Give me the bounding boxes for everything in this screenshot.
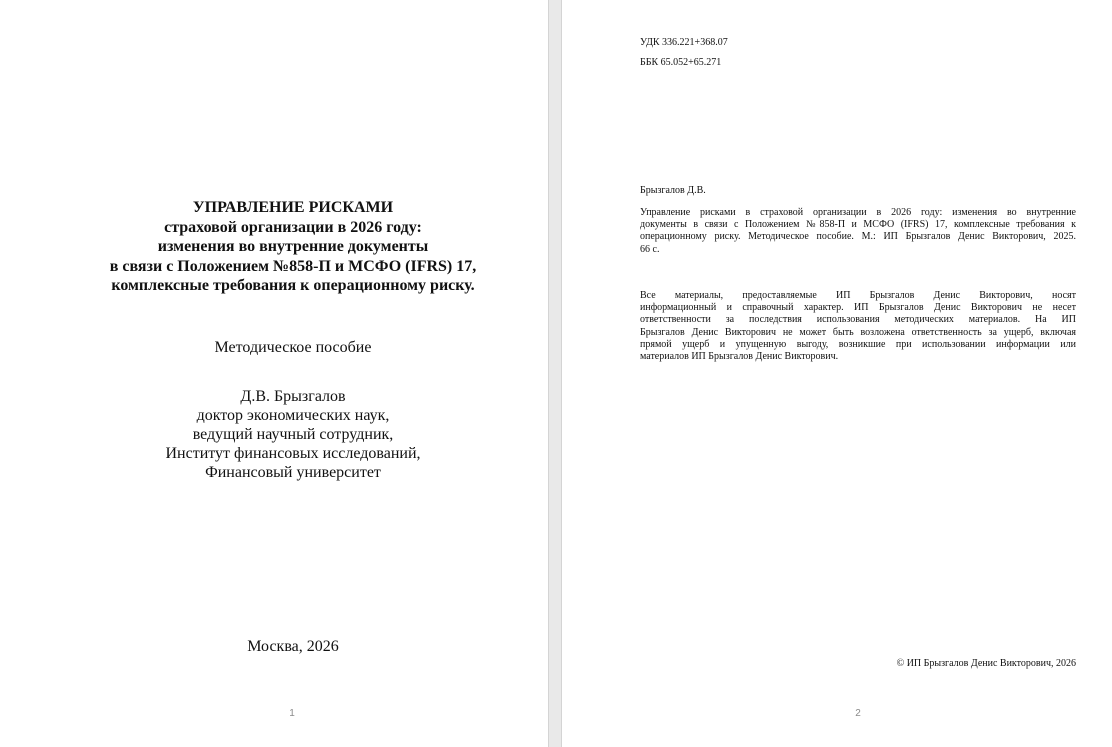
title-line: УПРАВЛЕНИЕ РИСКАМИ: [192, 199, 394, 216]
title-line: в связи с Положением №858-П и МСФО (IFRS) 17,: [109, 257, 477, 275]
citation-line: документы в связи с Положением №858-П и МСФО (IFRS) 17, комплексные требования к: [640, 219, 1076, 231]
disclaimer: [640, 290, 1076, 363]
citation-author: Брызгалов Д.В.: [640, 185, 706, 196]
citation-line: Управление рисками в страховой организации в 2026 году: изменения во внутренние: [640, 207, 1076, 218]
author-institute: Институт финансовых исследований,: [165, 445, 421, 462]
disclaimer-line: ответственности за последствия использования методических материалов. На ИП: [640, 314, 1076, 326]
disclaimer-line: Брызгалов Денис Викторович не может быть возложена ответственность за ущерб, включая: [640, 326, 1076, 338]
city-year: Москва, 2026: [247, 638, 339, 655]
disclaimer-line: Все материалы, предоставляемые ИП Брызгалов Денис Викторович, носят: [640, 290, 1076, 301]
title-line: комплексные требования к операционному риску.: [111, 277, 475, 294]
bbk-code: ББК 65.052+65.271: [640, 57, 722, 68]
author-name: Д.В. Брызгалов: [240, 388, 346, 405]
citation-line: операционному риску. Методическое пособие. М.: ИП Брызгалов Денис Викторович, 2025.: [640, 231, 1076, 243]
title-line: страховой организации в 2026 году:: [164, 218, 422, 236]
page-gutter: [548, 0, 562, 747]
document-type: Методическое пособие: [214, 339, 372, 356]
author-position: ведущий научный сотрудник,: [192, 426, 394, 443]
page-1: [0, 0, 548, 747]
udk-code: УДК 336.221+368.07: [640, 37, 728, 48]
disclaimer-line: прямой ущерб и упущенную выгоду, возникшие при использовании информации или: [640, 338, 1076, 350]
author-university: Финансовый университет: [205, 464, 381, 481]
book-title: [0, 198, 586, 296]
author-degree: доктор экономических наук,: [196, 407, 390, 424]
page-number: 1: [289, 708, 295, 719]
bibliographic-citation: [640, 207, 1076, 256]
disclaimer-line: информационный и справочный характер. ИП Брызгалов Денис Викторович не несет: [640, 302, 1076, 314]
page-number: 2: [855, 708, 861, 719]
copyright-notice: © ИП Брызгалов Денис Викторович, 2026: [896, 658, 1076, 669]
title-line: изменения во внутренние документы: [157, 238, 429, 255]
author-info: [0, 387, 586, 482]
page-2: [562, 0, 1112, 747]
citation-line: 66 с.: [640, 243, 660, 255]
disclaimer-line: материалов ИП Брызгалов Денис Викторович.: [640, 350, 839, 362]
